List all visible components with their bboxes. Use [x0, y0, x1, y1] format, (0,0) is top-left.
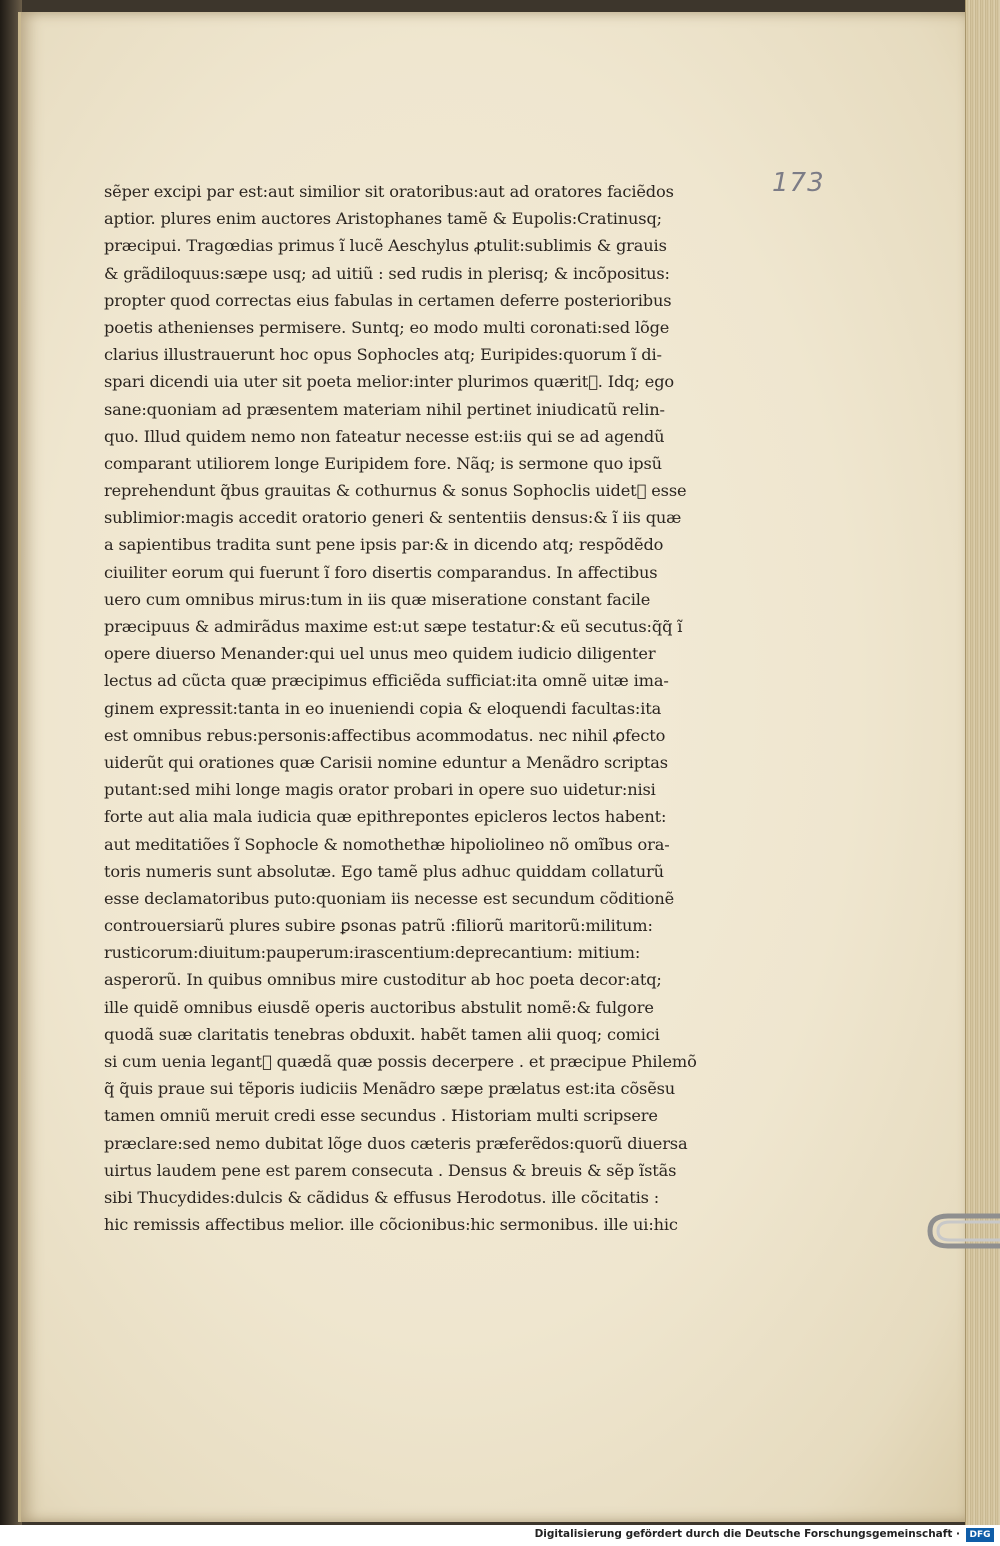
text-line: poetis athenienses permisere. Suntq; eo modo multi coronati:sed lõge	[104, 317, 670, 337]
text-line: asperorũ. In quibus omnibus mire custoditur ab hoc poeta decor:atq;	[104, 970, 662, 990]
page-edges	[965, 0, 1000, 1525]
text-line: quodã suæ claritatis tenebras obduxit. habẽt tamen alii quoq; comici	[104, 1024, 660, 1044]
funding-notice: Digitalisierung gefördert durch die Deutsche Forschungsgemeinschaft ·	[534, 1528, 960, 1540]
text-line: sibi Thucydides:dulcis & cãdidus & effusus Herodotus. ille cõcitatis :	[104, 1187, 660, 1207]
text-line: propter quod correctas eius fabulas in certamen deferre posterioribus	[104, 290, 672, 310]
text-line: comparant utiliorem longe Euripidem fore. Nãq; is sermone quo ipsũ	[104, 453, 662, 473]
text-line: esse declamatoribus puto:quoniam iis necesse est secundum cõditionẽ	[104, 888, 675, 908]
text-line: si cum uenia legant᷑ quædã quæ possis decerpere . et præcipue Philemõ	[104, 1052, 697, 1071]
text-line: aptior. plures enim auctores Aristophanes tamẽ & Eupolis:Cratinusq;	[104, 209, 662, 229]
text-line: præclare:sed nemo dubitat lõge duos cæteris præferẽdos:quorũ diuersa	[104, 1133, 688, 1153]
text-line: præcipuus & admirãdus maxime est:ut sæpe testatur:& eũ secutus:q̃q̃ ĩ	[104, 617, 683, 636]
text-line: præcipui. Tragœdias primus ĩ lucẽ Aeschylus ꝓtulit:sublimis & grauis	[104, 236, 667, 256]
text-line: est omnibus rebus:personis:affectibus acommodatus. nec nihil ꝓfecto	[104, 725, 666, 745]
text-line: rusticorum:diuitum:pauperum:irascentium:deprecantium: mitium:	[104, 943, 641, 963]
text-line: hic remissis affectibus melior. ille cõcionibus:hic sermonibus. ille ui:hic	[104, 1215, 678, 1235]
text-line: reprehendunt q̃bus grauitas & cothurnus & sonus Sophoclis uidet᷑ esse	[104, 481, 687, 501]
text-line: a sapientibus tradita sunt pene ipsis par:& in dicendo atq; respõdẽdo	[104, 535, 664, 555]
text-line: toris numeris sunt absolutæ. Ego tamẽ plus adhuc quiddam collaturũ	[104, 861, 664, 881]
footer-bar	[0, 1525, 1000, 1546]
text-line: opere diuerso Menander:qui uel unus meo quidem iudicio diligenter	[104, 644, 656, 664]
text-line: clarius illustrauerunt hoc opus Sophocles atq; Euripides:quorum ĩ di-	[104, 345, 662, 365]
body-text	[104, 178, 724, 1238]
text-line: q̃ q̃uis praue sui tẽporis iudiciis Menãdro sæpe prælatus est:ita cõsẽsu	[104, 1079, 676, 1099]
text-line: spari dicendi uia uter sit poeta melior:inter plurimos quærit᷑. Idq; ego	[104, 372, 674, 392]
text-line: sublimior:magis accedit oratorio generi & sententiis densus:& ĩ iis quæ	[104, 508, 682, 528]
text-line: aut meditatiões ĩ Sophocle & nomothethæ hipoliolineo nõ omĩbus ora-	[104, 834, 670, 854]
paper-clip-icon	[918, 1196, 1000, 1266]
text-line: uero cum omnibus mirus:tum in iis quæ miseratione constant facile	[104, 589, 651, 609]
handwritten-folio-number: 173	[772, 168, 825, 198]
text-line: controuersiarũ plures subire ꝑsonas patrũ :filiorũ maritorũ:militum:	[104, 916, 653, 936]
text-line: uiderũt qui orationes quæ Carisii nomine eduntur a Menãdro scriptas	[104, 752, 668, 772]
text-line: tamen omniũ meruit credi esse secundus . Historiam multi scripsere	[104, 1106, 658, 1126]
dfg-logo: DFG	[966, 1528, 994, 1542]
text-line: putant:sed mihi longe magis orator probari in opere suo uidetur:nisi	[104, 780, 656, 800]
text-line: ciuiliter eorum qui fuerunt ĩ foro disertis comparandus. In affectibus	[104, 562, 658, 582]
text-line: lectus ad cũcta quæ præcipimus efficiẽda sufficiat:ita omnẽ uitæ ima-	[104, 671, 669, 691]
text-line: quo. Illud quidem nemo non fateatur necesse est:iis qui se ad agendũ	[104, 426, 665, 446]
text-line: sane:quoniam ad præsentem materiam nihil pertinet iniudicatũ relin-	[104, 399, 665, 419]
text-line: sẽper excipi par est:aut similior sit oratoribus:aut ad oratores faciẽdos	[104, 182, 674, 201]
text-line: & grãdiloquus:sæpe usq; ad uitiũ : sed rudis in plerisq; & incõpositus:	[104, 263, 670, 283]
text-line: ginem expressit:tanta in eo inueniendi copia & eloquendi facultas:ita	[104, 698, 662, 718]
text-line: uirtus laudem pene est parem consecuta . Densus & breuis & sẽp ĩstãs	[104, 1160, 677, 1180]
text-line: forte aut alia mala iudicia quæ epithrepontes epicleros lectos habent:	[104, 807, 667, 827]
text-line: ille quidẽ omnibus eiusdẽ operis auctoribus abstulit nomẽ:& fulgore	[104, 997, 654, 1017]
